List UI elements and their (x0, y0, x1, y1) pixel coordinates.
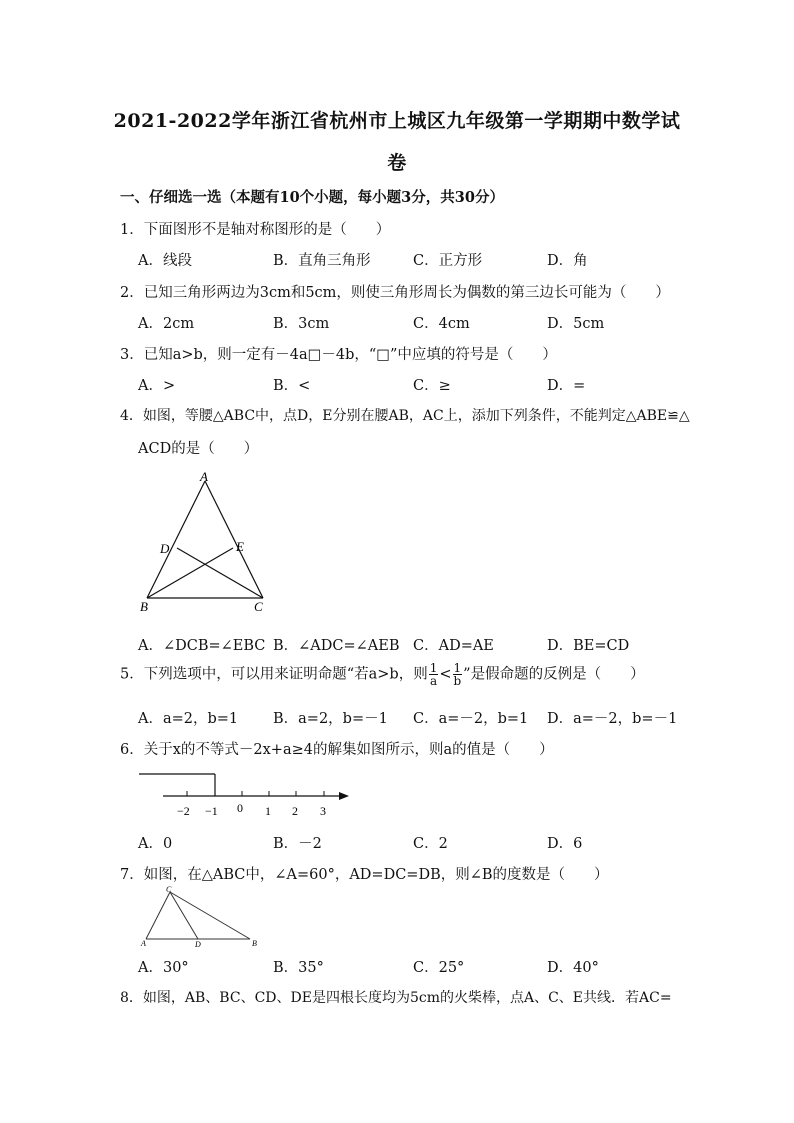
question-3-stem: 3．已知a>b，则一定有－4a□－4b，“□”中应填的符号是（ ） (120, 347, 557, 363)
q7-option-b: B．35° (273, 960, 324, 976)
vertex-label-c: C (254, 599, 263, 614)
point-label-e: E (236, 539, 244, 554)
q5-stem-after: ”是假命题的反例是（ ） (463, 666, 645, 683)
question-6-stem: 6．关于x的不等式－2x+a≥4的解集如图所示，则a的值是（ ） (120, 742, 554, 758)
q3-option-a: A．> (138, 378, 176, 394)
q5-option-d: D．a=－2，b=－1 (547, 711, 678, 727)
question-8-stem: 8．如图，AB、BC、CD、DE是四根长度均为5cm的火柴棒，点A、C、E共线．若AC= (120, 990, 672, 1006)
q5-option-c: C．a=－2，b=1 (413, 711, 529, 727)
q5-stem-before: 5．下列选项中，可以用来证明命题“若a>b，则 (120, 666, 428, 683)
tick-label-2: 2 (292, 804, 298, 818)
frac2-denominator: b (453, 674, 462, 688)
isosceles-triangle-figure (130, 466, 280, 616)
fraction-1-over-b (453, 662, 463, 687)
frac1-denominator: a (429, 674, 438, 688)
q2-option-c: C．4cm (413, 316, 470, 332)
frac2-numerator: 1 (453, 661, 462, 675)
q7-option-d: D．40° (547, 960, 599, 976)
q1-option-a: A．线段 (138, 253, 192, 269)
number-line-figure (135, 768, 355, 820)
tick-label-1: 1 (265, 804, 271, 818)
vertex-label-a: A (141, 939, 146, 948)
point-label-d: D (160, 541, 170, 556)
section-heading: 一、仔细选一选（本题有10个小题，每小题3分，共30分） (120, 189, 504, 206)
q4-option-b: B．∠ADC=∠AEB (273, 638, 400, 654)
exam-title-line2: 卷 (387, 152, 407, 174)
q5-option-a: A．a=2，b=1 (138, 711, 239, 727)
q3-option-c: C．≥ (413, 378, 451, 394)
q6-option-a: A．0 (138, 836, 173, 852)
frac1-numerator: 1 (429, 661, 438, 675)
q6-option-c: C．2 (413, 836, 448, 852)
q3-option-d: D．= (547, 378, 586, 394)
vertex-label-c: C (166, 885, 172, 894)
q1-option-c: C．正方形 (413, 253, 483, 269)
question-5-stem (120, 662, 645, 687)
question-4-stem-line2: ACD的是（ ） (138, 441, 259, 457)
vertex-label-b: B (252, 939, 257, 948)
q7-option-c: C．25° (413, 960, 465, 976)
tick-label-neg2: −2 (177, 804, 190, 818)
tick-label-3: 3 (320, 804, 326, 818)
q5-option-b: B．a=2，b=－1 (273, 711, 388, 727)
tick-label-0: 0 (237, 801, 243, 815)
q4-option-a: A．∠DCB=∠EBC (138, 638, 266, 654)
q4-option-c: C．AD=AE (413, 638, 494, 654)
question-1-stem: 1．下面图形不是轴对称图形的是（ ） (120, 222, 391, 238)
fraction-1-over-a (429, 662, 439, 687)
question-4-stem-line1: 4．如图，等腰△ABC中，点D，E分别在腰AB，AC上，添加下列条件，不能判定△ABE≌△ (120, 408, 690, 424)
q2-option-a: A．2cm (138, 316, 195, 332)
q6-option-b: B．－2 (273, 836, 322, 852)
vertex-label-b: B (140, 599, 148, 614)
q3-option-b: B．< (273, 378, 311, 394)
q1-option-b: B．直角三角形 (273, 253, 371, 269)
question-7-stem: 7．如图，在△ABC中，∠A=60°，AD=DC=DB，则∠B的度数是（ ） (120, 867, 609, 883)
q1-option-d: D．角 (547, 253, 588, 269)
tick-label-neg1: −1 (205, 804, 218, 818)
q6-option-d: D．6 (547, 836, 583, 852)
q7-option-a: A．30° (138, 960, 189, 976)
q4-option-d: D．BE=CD (547, 638, 630, 654)
triangle-abc-figure (138, 884, 268, 950)
q2-option-b: B．3cm (273, 316, 330, 332)
less-than-sign: < (439, 666, 452, 683)
vertex-label-a: A (200, 469, 208, 484)
question-2-stem: 2．已知三角形两边为3cm和5cm，则使三角形周长为偶数的第三边长可能为（ ） (120, 285, 670, 301)
exam-title-line1: 2021-2022学年浙江省杭州市上城区九年级第一学期期中数学试 (113, 110, 681, 132)
point-label-d: D (195, 940, 201, 949)
q2-option-d: D．5cm (547, 316, 605, 332)
